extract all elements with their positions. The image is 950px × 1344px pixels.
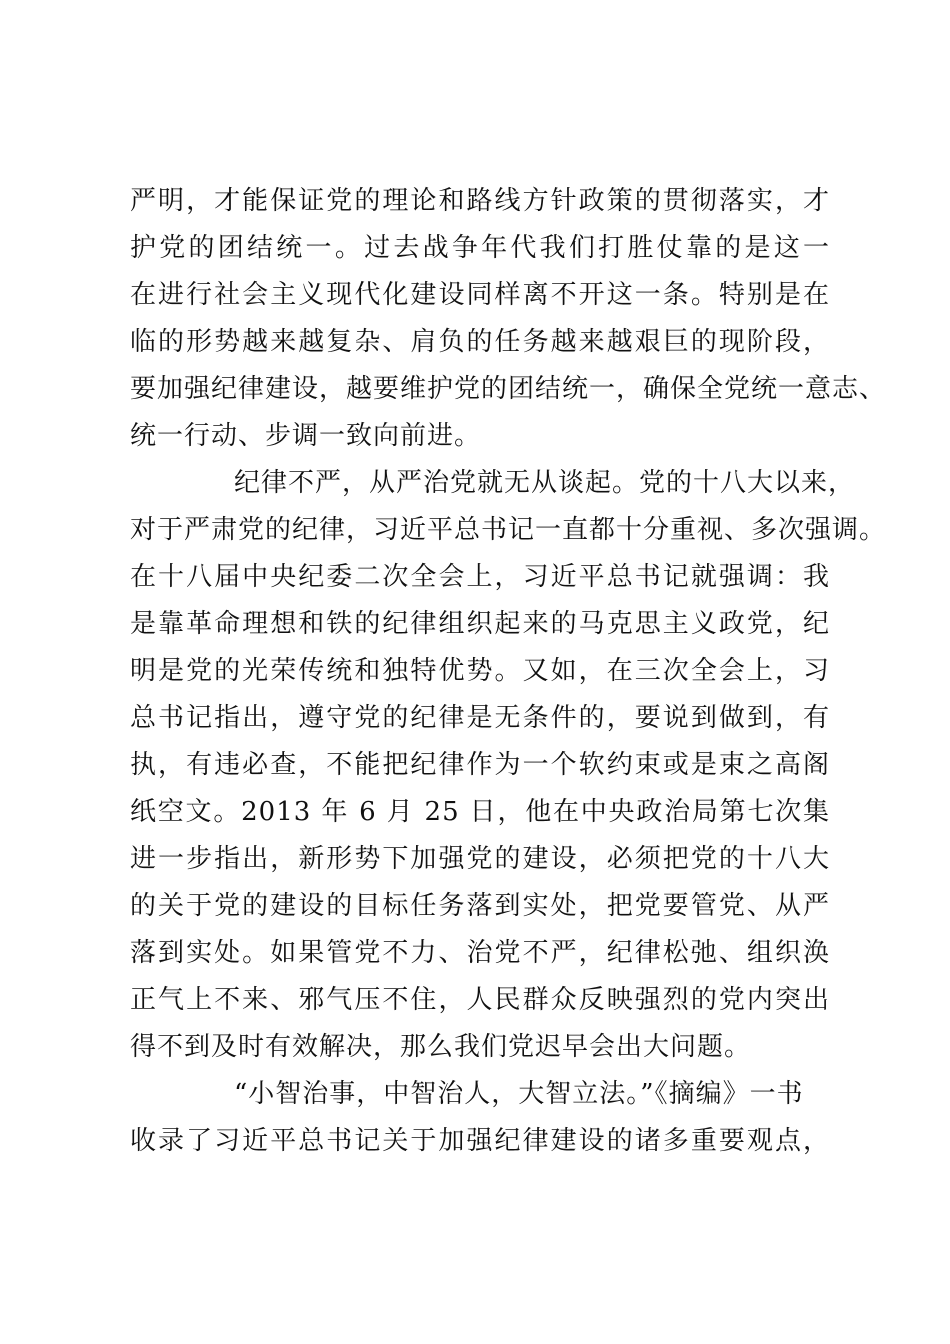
body-text: [130, 178, 887, 1165]
text-line: 得不到及时有效解决，那么我们党迟早会出大问题。: [130, 1032, 752, 1062]
text-line: 明是党的光荣传统和独特优势。又如，在三次全会上，习: [130, 656, 830, 686]
text-line: 在十八届中央纪委二次全会上，习近平总书记就强调：我: [130, 562, 830, 592]
text-line: 收录了习近平总书记关于加强纪律建设的诸多重要观点，: [130, 1126, 830, 1156]
text-line: 纸空文。2013 年 6 月 25 日，他在中央政治局第七次集: [130, 797, 830, 827]
text-line: 严明，才能保证党的理论和路线方针政策的贯彻落实，才: [130, 186, 830, 216]
text-line: 护党的团结统一。过去战争年代我们打胜仗靠的是这一: [130, 233, 830, 263]
paragraph-first-line: 纪律不严，从严治党就无从谈起。党的十八大以来，: [234, 468, 856, 498]
text-line: 进一步指出，新形势下加强党的建设，必须把党的十八大: [130, 844, 830, 874]
text-line: 的关于党的建设的目标任务落到实处，把党要管党、从严: [130, 891, 830, 921]
text-line: 统一行动、步调一致向前进。: [130, 421, 482, 451]
text-line: 临的形势越来越复杂、肩负的任务越来越艰巨的现阶段，: [130, 327, 830, 357]
text-line: 要加强纪律建设，越要维护党的团结统一，确保全党统一意志、: [130, 374, 887, 404]
text-line: 在进行社会主义现代化建设同样离不开这一条。特别是在: [130, 280, 830, 310]
text-line: 总书记指出，遵守党的纪律是无条件的，要说到做到，有: [130, 703, 830, 733]
text-line: 落到实处。如果管党不力、治党不严，纪律松弛、组织涣: [130, 938, 830, 968]
text-line: 是靠革命理想和铁的纪律组织起来的马克思主义政党，纪: [130, 609, 830, 639]
text-line: 执，有违必查，不能把纪律作为一个软约束或是束之高阁: [130, 750, 830, 780]
paragraph-first-line: “小智治事，中智治人，大智立法。”《摘编》一书: [234, 1079, 804, 1109]
text-line: 正气上不来、邪气压不住，人民群众反映强烈的党内突出: [130, 985, 830, 1015]
text-line: 对于严肃党的纪律，习近平总书记一直都十分重视、多次强调。: [130, 515, 887, 545]
